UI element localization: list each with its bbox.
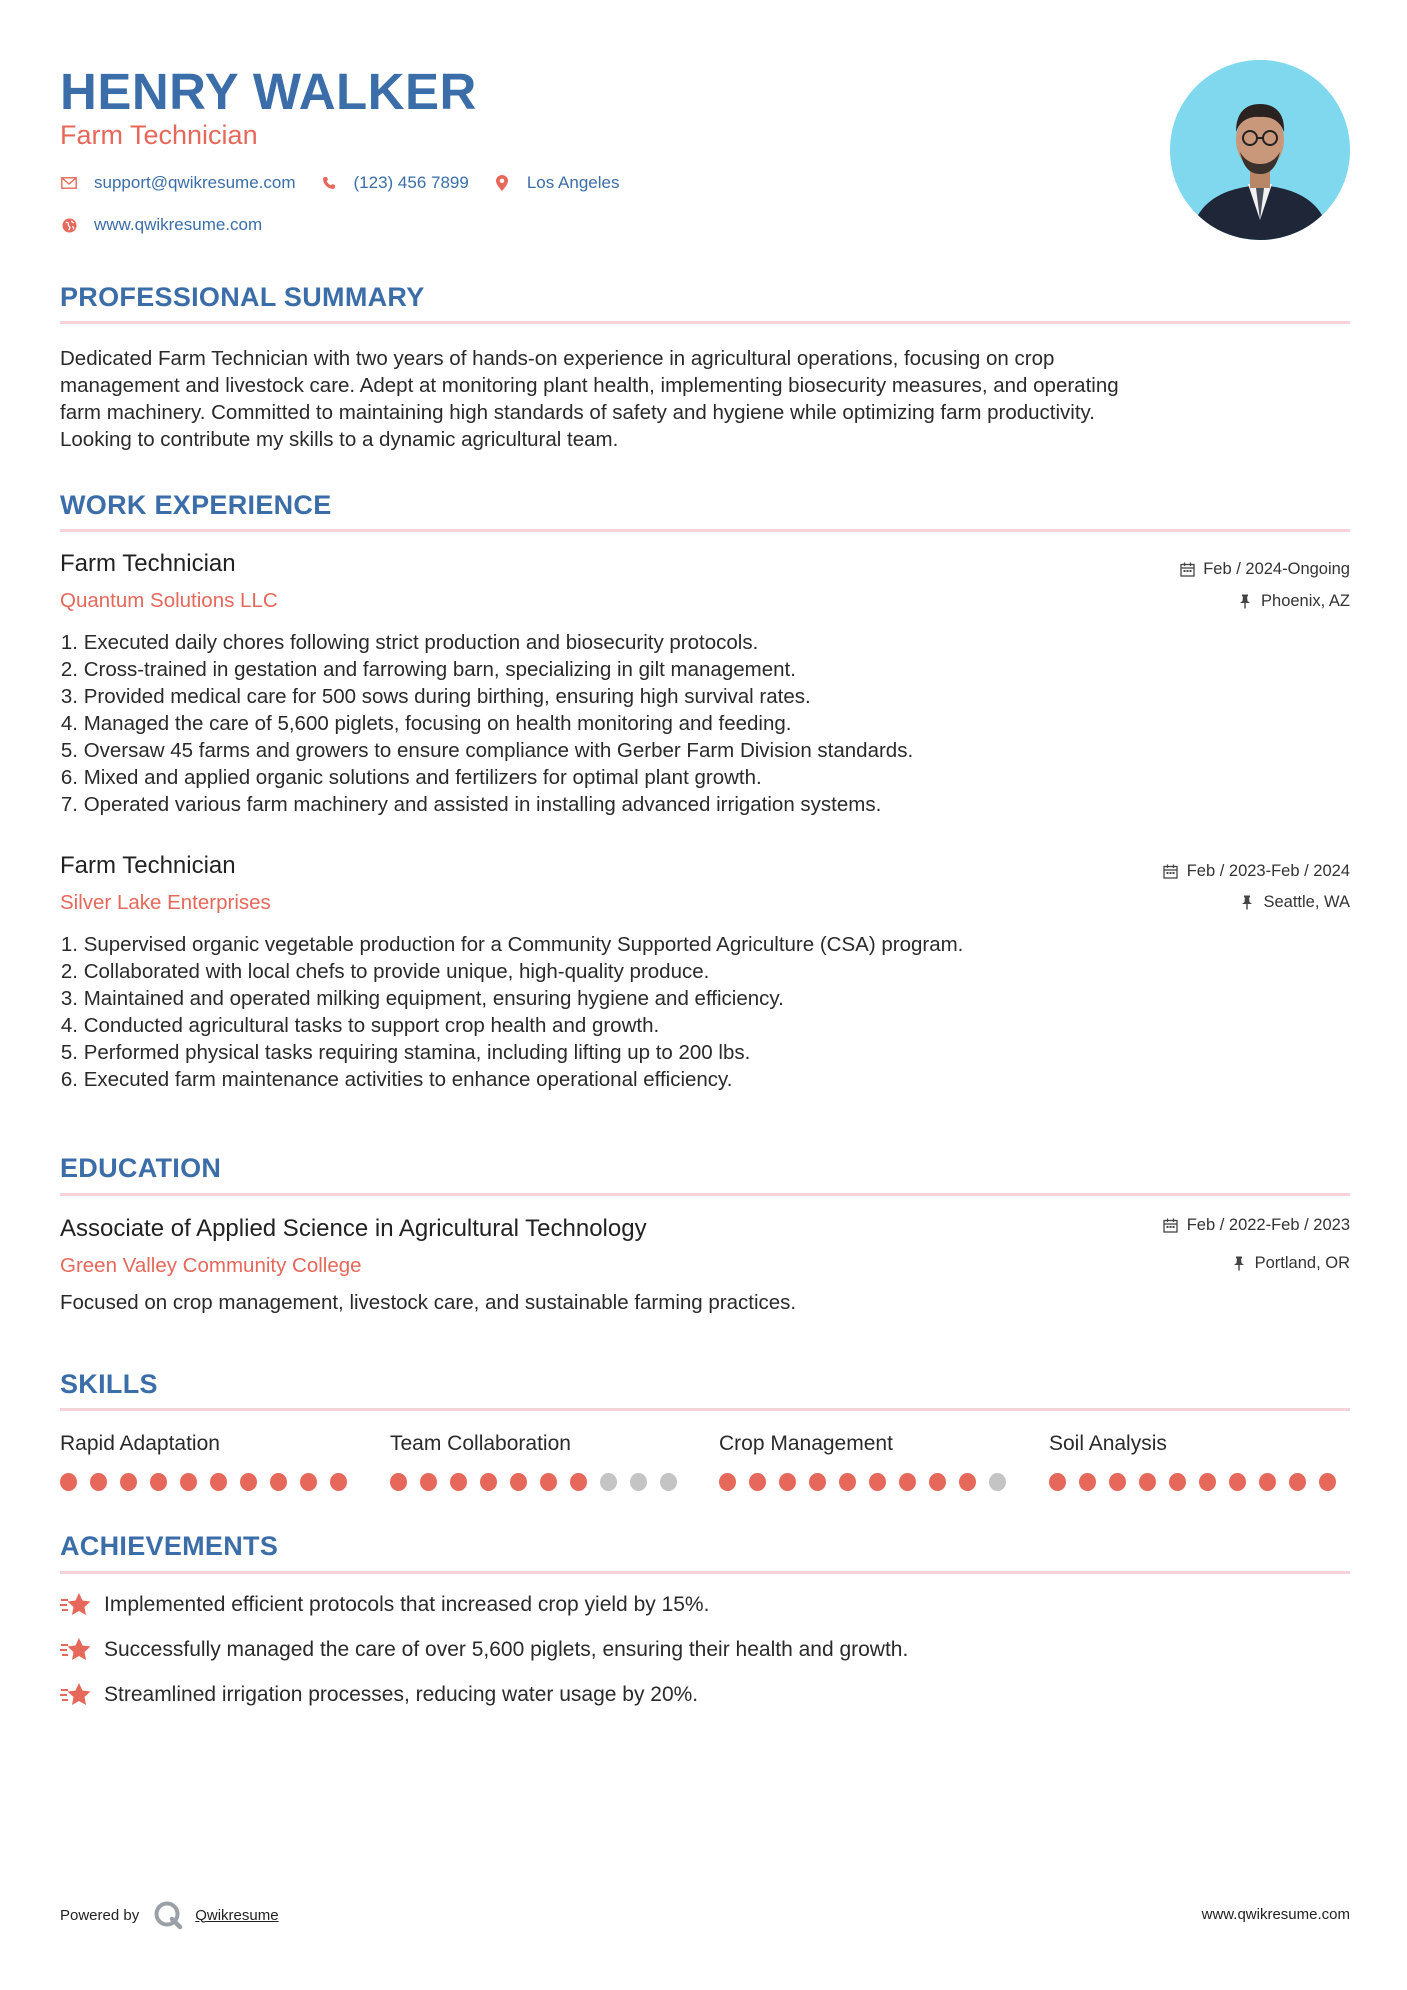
rating-dot-filled bbox=[330, 1473, 347, 1491]
item-number: 2. bbox=[60, 658, 78, 681]
item-text: Mixed and applied organic solutions and fertilizers for optimal plant growth. bbox=[83, 766, 762, 789]
location-text: Portland, OR bbox=[1254, 1254, 1350, 1272]
rating-dot-filled bbox=[450, 1473, 467, 1491]
item-text: Provided medical care for 500 sows during birthing, ensuring high survival rates. bbox=[83, 685, 811, 708]
rating-dot-filled bbox=[719, 1473, 736, 1491]
contact-location bbox=[493, 173, 620, 193]
list-item bbox=[60, 791, 1350, 818]
skill-item bbox=[60, 1429, 360, 1491]
item-text: Cross-trained in gestation and farrowing barn, specializing in gilt management. bbox=[83, 658, 796, 681]
list-item bbox=[60, 764, 1350, 791]
skill-rating bbox=[60, 1473, 360, 1491]
item-number: 7. bbox=[60, 793, 78, 816]
item-text: Executed farm maintenance activities to enhance operational efficiency. bbox=[83, 1068, 733, 1091]
dates-text: Feb / 2022-Feb / 2023 bbox=[1186, 1216, 1350, 1234]
section-title-education: EDUCATION bbox=[60, 1153, 222, 1183]
item-text: Executed daily chores following strict production and biosecurity protocols. bbox=[83, 631, 759, 654]
globe-icon bbox=[60, 216, 78, 234]
skill-rating bbox=[1049, 1473, 1349, 1491]
rating-dot-filled bbox=[1109, 1473, 1126, 1491]
envelope-icon bbox=[60, 174, 78, 192]
list-item bbox=[60, 1066, 1350, 1093]
item-text: Performed physical tasks requiring stamina, including lifting up to 200 lbs. bbox=[83, 1041, 751, 1064]
rating-dot-filled bbox=[90, 1473, 107, 1491]
item-number: 3. bbox=[60, 987, 78, 1010]
skill-rating bbox=[390, 1473, 690, 1491]
skill-name: Crop Management bbox=[719, 1432, 893, 1455]
item-number: 5. bbox=[60, 739, 78, 762]
item-text: Maintained and operated milking equipment, ensuring hygiene and efficiency. bbox=[83, 987, 784, 1010]
item-number: 4. bbox=[60, 1014, 78, 1037]
item-number: 3. bbox=[60, 685, 78, 708]
list-item bbox=[60, 1039, 1350, 1066]
skill-name: Rapid Adaptation bbox=[60, 1432, 220, 1455]
location-text: Seattle, WA bbox=[1263, 893, 1350, 911]
rating-dot-filled bbox=[180, 1473, 197, 1491]
candidate-role: Farm Technician bbox=[60, 120, 258, 150]
item-number: 2. bbox=[60, 960, 78, 983]
job-dates bbox=[1163, 862, 1350, 881]
rating-dot-filled bbox=[1229, 1473, 1246, 1491]
star-icon bbox=[60, 1681, 92, 1709]
rating-dot-filled bbox=[749, 1473, 766, 1491]
rating-dot-filled bbox=[779, 1473, 796, 1491]
item-number: 5. bbox=[60, 1041, 78, 1064]
rating-dot-filled bbox=[929, 1473, 946, 1491]
list-item bbox=[60, 656, 1350, 683]
skill-item bbox=[719, 1429, 1019, 1491]
calendar-icon bbox=[1179, 562, 1195, 578]
rating-dot-filled bbox=[1049, 1473, 1066, 1491]
section-divider bbox=[60, 1571, 1350, 1574]
pushpin-icon bbox=[1237, 594, 1253, 610]
job-location bbox=[1237, 592, 1350, 611]
rating-dot-filled bbox=[540, 1473, 557, 1491]
rating-dot-filled bbox=[60, 1473, 77, 1491]
skill-name: Team Collaboration bbox=[390, 1432, 571, 1455]
rating-dot-filled bbox=[809, 1473, 826, 1491]
pushpin-icon bbox=[1231, 1256, 1247, 1272]
rating-dot-filled bbox=[959, 1473, 976, 1491]
rating-dot-filled bbox=[1319, 1473, 1336, 1491]
company-name: Silver Lake Enterprises bbox=[60, 891, 271, 914]
achievement-item bbox=[60, 1591, 709, 1619]
summary-line: Looking to contribute my skills to a dynamic agricultural team. bbox=[60, 428, 619, 451]
rating-dot-filled bbox=[240, 1473, 257, 1491]
skill-name: Soil Analysis bbox=[1049, 1432, 1167, 1455]
section-divider bbox=[60, 529, 1350, 532]
achievement-text: Streamlined irrigation processes, reducing water usage by 20%. bbox=[104, 1683, 699, 1706]
rating-dot-filled bbox=[1199, 1473, 1216, 1491]
rating-dot-empty bbox=[630, 1473, 647, 1491]
dates-text: Feb / 2024-Ongoing bbox=[1203, 560, 1350, 578]
list-item bbox=[60, 683, 1350, 710]
contact-row-2 bbox=[60, 215, 286, 235]
section-divider bbox=[60, 321, 1350, 324]
item-text: Collaborated with local chefs to provide unique, high-quality produce. bbox=[83, 960, 710, 983]
contact-email[interactable] bbox=[60, 173, 296, 193]
star-icon bbox=[60, 1591, 92, 1619]
item-text: Conducted agricultural tasks to support crop health and growth. bbox=[83, 1014, 660, 1037]
footer-url[interactable]: www.qwikresume.com bbox=[1201, 1906, 1350, 1923]
list-item bbox=[60, 1012, 1350, 1039]
skill-item bbox=[1049, 1429, 1349, 1491]
job-title: Farm Technician bbox=[60, 550, 236, 577]
rating-dot-filled bbox=[899, 1473, 916, 1491]
summary-line: management and livestock care. Adept at monitoring plant health, implementing biosecurity measures, and operating bbox=[60, 374, 1119, 397]
rating-dot-empty bbox=[989, 1473, 1006, 1491]
item-number: 1. bbox=[60, 631, 78, 654]
achievement-text: Implemented efficient protocols that increased crop yield by 15%. bbox=[104, 1593, 710, 1616]
powered-by-text: Powered by bbox=[60, 1906, 140, 1924]
item-number: 6. bbox=[60, 1068, 78, 1091]
summary-line: farm machinery. Committed to maintaining high standards of safety and hygiene while optimizing farm productivity. bbox=[60, 401, 1095, 424]
footer-powered-by bbox=[60, 1900, 279, 1930]
item-text: Managed the care of 5,600 piglets, focusing on health monitoring and feeding. bbox=[83, 712, 792, 735]
star-icon bbox=[60, 1636, 92, 1664]
summary-line: Dedicated Farm Technician with two years of hands-on experience in agricultural operations, focusing on crop bbox=[60, 347, 1055, 370]
website-text: www.qwikresume.com bbox=[94, 215, 263, 234]
education-location bbox=[1231, 1254, 1350, 1273]
rating-dot-empty bbox=[660, 1473, 677, 1491]
summary-text bbox=[60, 345, 1350, 453]
section-title-skills: SKILLS bbox=[60, 1369, 158, 1399]
item-number: 6. bbox=[60, 766, 78, 789]
rating-dot-filled bbox=[300, 1473, 317, 1491]
list-item bbox=[60, 931, 1350, 958]
job-dates bbox=[1179, 560, 1350, 579]
rating-dot-filled bbox=[1079, 1473, 1096, 1491]
achievement-item bbox=[60, 1681, 698, 1709]
rating-dot-filled bbox=[1169, 1473, 1186, 1491]
profile-photo bbox=[1170, 60, 1350, 240]
item-text: Operated various farm machinery and assisted in installing advanced irrigation systems. bbox=[83, 793, 882, 816]
education-description: Focused on crop management, livestock care, and sustainable farming practices. bbox=[60, 1291, 797, 1314]
contact-row bbox=[60, 173, 643, 193]
skill-item bbox=[390, 1429, 690, 1491]
rating-dot-filled bbox=[510, 1473, 527, 1491]
section-title-experience: WORK EXPERIENCE bbox=[60, 490, 332, 520]
school-name: Green Valley Community College bbox=[60, 1254, 362, 1277]
qwikresume-logo-icon bbox=[153, 1900, 183, 1930]
skill-rating bbox=[719, 1473, 1019, 1491]
location-text: Phoenix, AZ bbox=[1261, 592, 1350, 610]
rating-dot-filled bbox=[1259, 1473, 1276, 1491]
rating-dot-filled bbox=[839, 1473, 856, 1491]
rating-dot-filled bbox=[150, 1473, 167, 1491]
rating-dot-filled bbox=[480, 1473, 497, 1491]
list-item bbox=[60, 737, 1350, 764]
email-text: support@qwikresume.com bbox=[94, 173, 296, 192]
rating-dot-filled bbox=[120, 1473, 137, 1491]
contact-website[interactable] bbox=[60, 215, 262, 235]
calendar-icon bbox=[1163, 1218, 1179, 1234]
section-title-achievements: ACHIEVEMENTS bbox=[60, 1531, 279, 1561]
rating-dot-filled bbox=[1289, 1473, 1306, 1491]
company-name: Quantum Solutions LLC bbox=[60, 589, 278, 612]
rating-dot-filled bbox=[420, 1473, 437, 1491]
rating-dot-filled bbox=[1139, 1473, 1156, 1491]
resume-page bbox=[60, 0, 1350, 1990]
item-number: 1. bbox=[60, 933, 78, 956]
item-text: Supervised organic vegetable production for a Community Supported Agriculture (CSA) program. bbox=[83, 933, 964, 956]
job-duties-list bbox=[60, 931, 1350, 1093]
section-title-summary: PROFESSIONAL SUMMARY bbox=[60, 282, 425, 312]
job-location bbox=[1239, 893, 1350, 912]
job-title: Farm Technician bbox=[60, 852, 236, 879]
rating-dot-filled bbox=[270, 1473, 287, 1491]
brand-link[interactable]: Qwikresume bbox=[195, 1906, 279, 1924]
job-duties-list bbox=[60, 629, 1350, 818]
achievement-text: Successfully managed the care of over 5,600 piglets, ensuring their health and growth. bbox=[104, 1638, 909, 1661]
list-item bbox=[60, 710, 1350, 737]
item-text: Oversaw 45 farms and growers to ensure compliance with Gerber Farm Division standards. bbox=[83, 739, 914, 762]
phone-text: (123) 456 7899 bbox=[353, 173, 469, 192]
rating-dot-filled bbox=[869, 1473, 886, 1491]
pushpin-icon bbox=[1239, 895, 1255, 911]
achievement-item bbox=[60, 1636, 908, 1664]
rating-dot-filled bbox=[570, 1473, 587, 1491]
rating-dot-filled bbox=[210, 1473, 227, 1491]
rating-dot-filled bbox=[390, 1473, 407, 1491]
calendar-icon bbox=[1163, 864, 1179, 880]
item-number: 4. bbox=[60, 712, 78, 735]
list-item bbox=[60, 629, 1350, 656]
candidate-name: HENRY WALKER bbox=[60, 63, 477, 120]
list-item bbox=[60, 985, 1350, 1012]
contact-phone[interactable] bbox=[320, 173, 469, 193]
dates-text: Feb / 2023-Feb / 2024 bbox=[1186, 862, 1350, 880]
education-dates bbox=[1163, 1216, 1350, 1235]
list-item bbox=[60, 958, 1350, 985]
location-text: Los Angeles bbox=[526, 173, 620, 192]
phone-icon bbox=[320, 174, 338, 192]
section-divider bbox=[60, 1408, 1350, 1411]
degree-title: Associate of Applied Science in Agricultural Technology bbox=[60, 1215, 647, 1242]
section-divider bbox=[60, 1193, 1350, 1196]
map-pin-icon bbox=[493, 174, 511, 192]
rating-dot-empty bbox=[600, 1473, 617, 1491]
